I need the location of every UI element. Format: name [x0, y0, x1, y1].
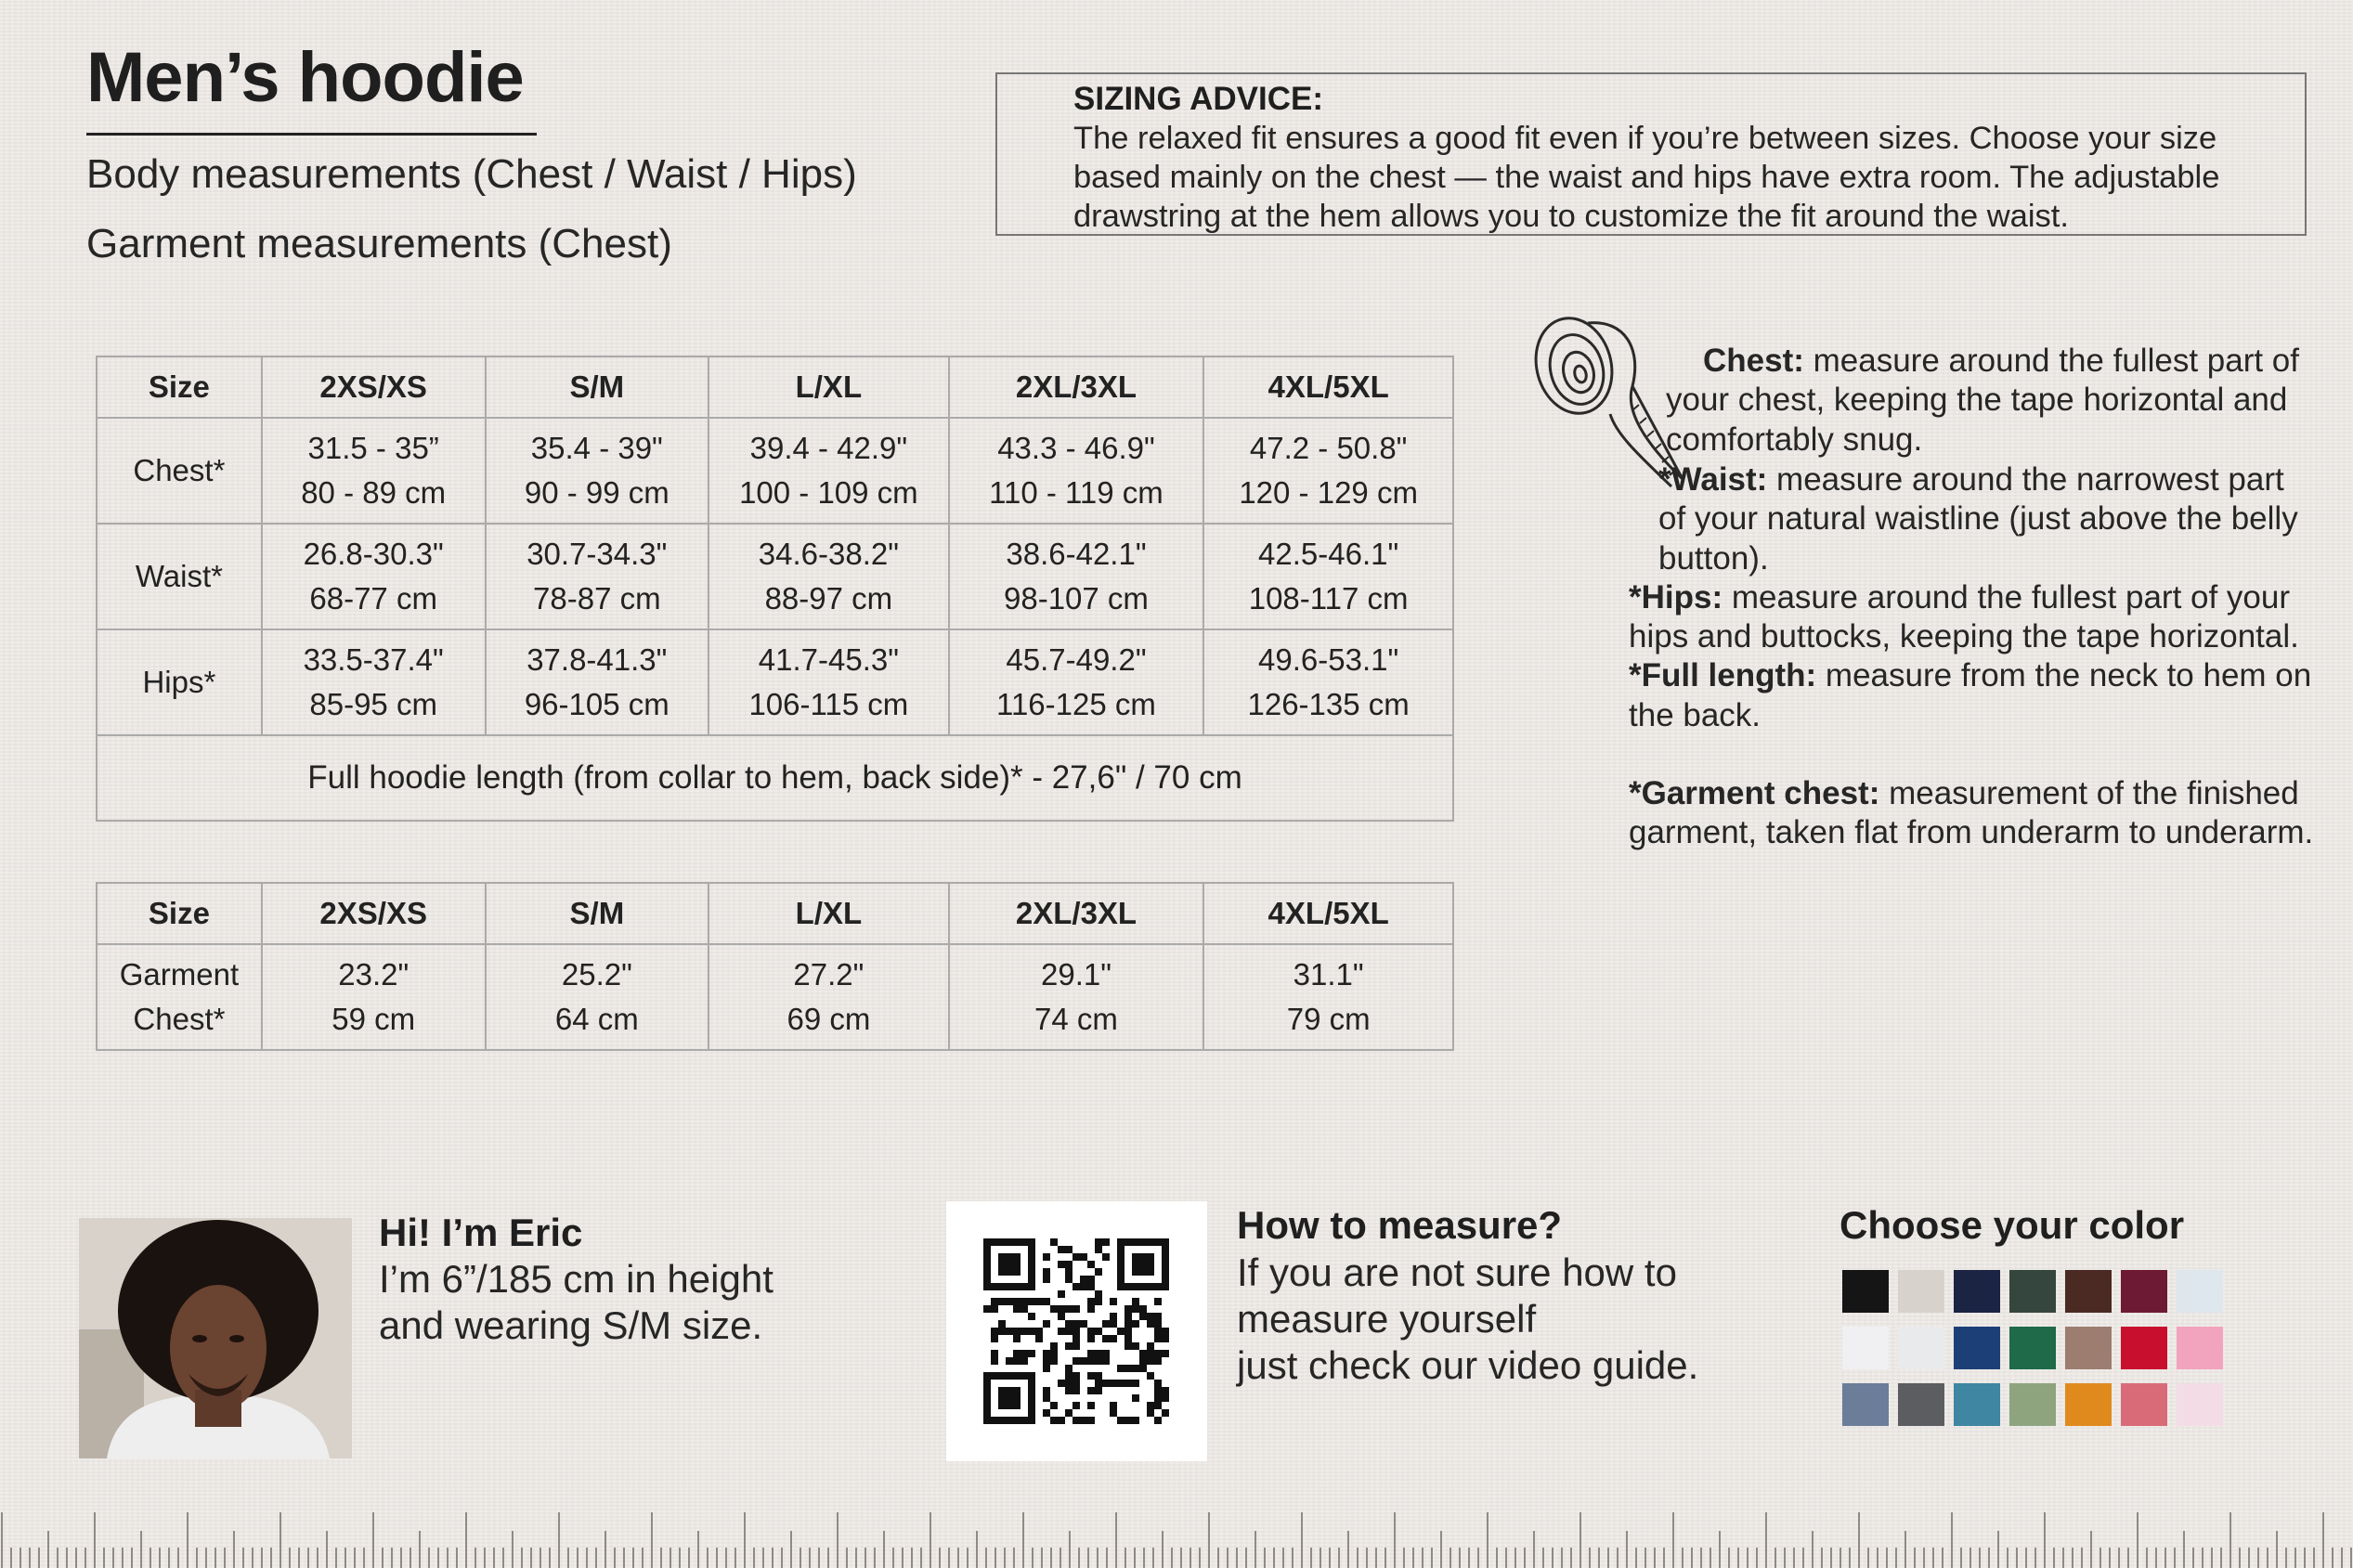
cell-cm: 74 cm [1034, 1002, 1118, 1036]
table-cell [949, 629, 1204, 735]
table-cell [949, 524, 1204, 629]
cell-inches: 31.1" [1293, 957, 1364, 991]
cell-cm: 96-105 cm [524, 687, 670, 721]
color-swatch[interactable] [2009, 1327, 2056, 1369]
title-underline [86, 133, 537, 136]
color-swatch[interactable] [2065, 1270, 2112, 1313]
model-photo [79, 1218, 352, 1458]
chest-definition-label: Chest: [1703, 343, 1804, 379]
cell-cm: 80 - 89 cm [301, 475, 447, 510]
waist-definition-label: *Waist: [1658, 461, 1768, 498]
table-header-row [97, 883, 1453, 944]
row-label [97, 944, 262, 1050]
color-swatch[interactable] [2177, 1327, 2223, 1369]
how-to-measure-line: If you are not sure how to [1237, 1251, 1677, 1294]
body-measurements-subtitle: Body measurements (Chest / Waist / Hips) [86, 151, 857, 197]
cell-inches: 39.4 - 42.9" [749, 431, 908, 465]
header-cell: 2XS/XS [262, 883, 486, 944]
table-cell [1203, 524, 1453, 629]
header-cell: Size [97, 883, 262, 944]
color-swatch[interactable] [1898, 1383, 1944, 1426]
color-swatch[interactable] [1954, 1383, 2000, 1426]
hips-definition-label: *Hips: [1629, 578, 1723, 616]
cell-cm: 64 cm [554, 1002, 639, 1036]
table-cell [708, 524, 949, 629]
color-swatch[interactable] [1954, 1270, 2000, 1313]
header-cell: S/M [486, 356, 709, 418]
table-cell [486, 524, 709, 629]
video-guide-link[interactable]: just check our video guide. [1237, 1343, 1699, 1387]
sizing-advice-box [995, 72, 2307, 236]
color-swatch[interactable] [1842, 1270, 1889, 1313]
header-cell: 2XL/3XL [949, 883, 1204, 944]
cell-cm: 100 - 109 cm [739, 475, 918, 510]
cell-cm: 78-87 cm [533, 581, 661, 616]
table-row-waist [97, 524, 1453, 629]
header-cell: Size [97, 356, 262, 418]
cell-inches: 30.7-34.3" [526, 537, 668, 571]
table-cell [1203, 944, 1453, 1050]
cell-inches: 33.5-37.4" [303, 642, 444, 677]
cell-inches: 41.7-45.3" [758, 642, 899, 677]
table-cell [708, 418, 949, 524]
hips-definition [1629, 578, 2316, 657]
hips-definition-text: measure around the fullest part of your hips and buttocks, keeping the tape horizontal. [1629, 578, 2299, 655]
table-cell [262, 524, 486, 629]
cell-cm: 85-95 cm [309, 687, 437, 721]
header-cell: 4XL/5XL [1203, 883, 1453, 944]
cell-inches: 26.8-30.3" [303, 537, 444, 571]
page-title: Men’s hoodie [86, 38, 524, 117]
color-swatch[interactable] [1842, 1383, 1889, 1426]
cell-cm: 110 - 119 cm [989, 475, 1164, 510]
cell-cm: 116-125 cm [996, 687, 1156, 721]
qr-code-icon [946, 1201, 1207, 1461]
model-heading: Hi! I’m Eric [379, 1211, 583, 1254]
sizing-advice-text: The relaxed fit ensures a good fit even if you’re between sizes. Choose your size based mainly on the chest — the waist and hips have extra room. The adjustable drawstring at the hem allows you to customize the fit around the waist. [1073, 121, 2220, 234]
cell-inches: 29.1" [1041, 957, 1112, 991]
row-label: Waist* [97, 524, 262, 629]
table-cell [708, 629, 949, 735]
cell-inches: 25.2" [561, 957, 632, 991]
color-swatch[interactable] [2121, 1327, 2167, 1369]
cell-cm: 79 cm [1286, 1002, 1371, 1036]
table-cell [262, 629, 486, 735]
garment-chest-definition-text: measurement of the finished garment, taken flat from underarm to underarm. [1629, 775, 2314, 851]
table-cell [1203, 418, 1453, 524]
table-row-garment-chest [97, 944, 1453, 1050]
garment-chest-definition-label: *Garment chest: [1629, 775, 1880, 812]
body-definitions-block [1629, 460, 2316, 853]
color-swatch[interactable] [2121, 1383, 2167, 1426]
garment-size-table [96, 882, 1454, 1051]
garment-chest-definition [1629, 774, 2316, 853]
waist-definition [1629, 460, 2316, 578]
full-length-note: Full hoodie length (from collar to hem, back side)* - 27,6" / 70 cm [97, 735, 1453, 821]
table-row-chest [97, 418, 1453, 524]
length-definition-label: *Full length: [1629, 657, 1817, 694]
table-cell [949, 418, 1204, 524]
table-cell [1203, 629, 1453, 735]
cell-cm: 68-77 cm [309, 581, 437, 616]
cell-inches: 38.6-42.1" [1006, 537, 1147, 571]
cell-cm: 69 cm [786, 1002, 871, 1036]
cell-inches: 49.6-53.1" [1258, 642, 1399, 677]
color-swatch[interactable] [2065, 1327, 2112, 1369]
header-cell: 2XS/XS [262, 356, 486, 418]
color-swatch[interactable] [1954, 1327, 2000, 1369]
color-swatch[interactable] [1842, 1327, 1889, 1369]
garment-measurements-subtitle: Garment measurements (Chest) [86, 221, 672, 266]
ruler-decoration [0, 1495, 2353, 1568]
how-to-measure-line: measure yourself [1237, 1297, 1537, 1341]
color-swatch[interactable] [2177, 1270, 2223, 1313]
table-row-hips [97, 629, 1453, 735]
body-size-table [96, 356, 1454, 822]
qr-code-link[interactable] [946, 1201, 1207, 1461]
cell-inches: 42.5-46.1" [1258, 537, 1399, 571]
choose-color-heading: Choose your color [1840, 1203, 2185, 1247]
sizing-advice-heading: SIZING ADVICE: [1073, 81, 1323, 117]
row-label-line: Chest* [133, 1002, 226, 1036]
color-swatch-grid [1842, 1270, 2232, 1430]
table-header-row [97, 356, 1453, 418]
cell-inches: 37.8-41.3" [526, 642, 668, 677]
model-size-text: and wearing S/M size. [379, 1303, 763, 1347]
header-cell: 4XL/5XL [1203, 356, 1453, 418]
cell-inches: 43.3 - 46.9" [997, 431, 1155, 465]
header-cell: S/M [486, 883, 709, 944]
length-definition-text: measure from the neck to hem on the back. [1629, 657, 2312, 733]
table-cell [949, 944, 1204, 1050]
table-cell [708, 944, 949, 1050]
color-swatch[interactable] [2177, 1383, 2223, 1426]
cell-inches: 23.2" [338, 957, 410, 991]
header-cell: 2XL/3XL [949, 356, 1204, 418]
cell-inches: 34.6-38.2" [758, 537, 899, 571]
chest-definition-text: measure around the fullest part of your chest, keeping the tape horizontal and comfortably snug. [1666, 343, 2299, 458]
color-swatch[interactable] [1898, 1270, 1944, 1313]
color-swatch[interactable] [1898, 1327, 1944, 1369]
cell-cm: 106-115 cm [748, 687, 909, 721]
cell-inches: 35.4 - 39" [530, 431, 663, 465]
header-cell: L/XL [708, 356, 949, 418]
waist-definition-text: measure around the narrowest part of your natural waistline (just above the belly button). [1658, 461, 2298, 577]
how-to-measure-heading: How to measure? [1237, 1203, 1563, 1247]
color-swatch[interactable] [2009, 1270, 2056, 1313]
row-label-line: Garment [119, 957, 240, 991]
table-footer-row [97, 735, 1453, 821]
cell-cm: 59 cm [332, 1002, 416, 1036]
header-cell: L/XL [708, 883, 949, 944]
cell-inches: 31.5 - 35” [307, 431, 439, 465]
cell-cm: 120 - 129 cm [1239, 475, 1418, 510]
row-label: Chest* [97, 418, 262, 524]
length-definition [1629, 656, 2316, 735]
cell-inches: 45.7-49.2" [1006, 642, 1147, 677]
row-label: Hips* [97, 629, 262, 735]
cell-cm: 88-97 cm [764, 581, 893, 616]
cell-inches: 27.2" [793, 957, 864, 991]
cell-cm: 126-135 cm [1247, 687, 1410, 721]
color-swatch[interactable] [2065, 1383, 2112, 1426]
table-cell [262, 418, 486, 524]
cell-cm: 98-107 cm [1004, 581, 1149, 616]
model-height-text: I’m 6”/185 cm in height [379, 1257, 774, 1301]
color-swatch[interactable] [2121, 1270, 2167, 1313]
color-swatch[interactable] [2009, 1383, 2056, 1426]
table-cell [262, 944, 486, 1050]
cell-cm: 108-117 cm [1248, 581, 1409, 616]
table-cell [486, 418, 709, 524]
table-cell [486, 629, 709, 735]
cell-cm: 90 - 99 cm [524, 475, 670, 510]
chest-definition-block [1666, 342, 2307, 460]
table-cell [486, 944, 709, 1050]
cell-inches: 47.2 - 50.8" [1249, 431, 1408, 465]
